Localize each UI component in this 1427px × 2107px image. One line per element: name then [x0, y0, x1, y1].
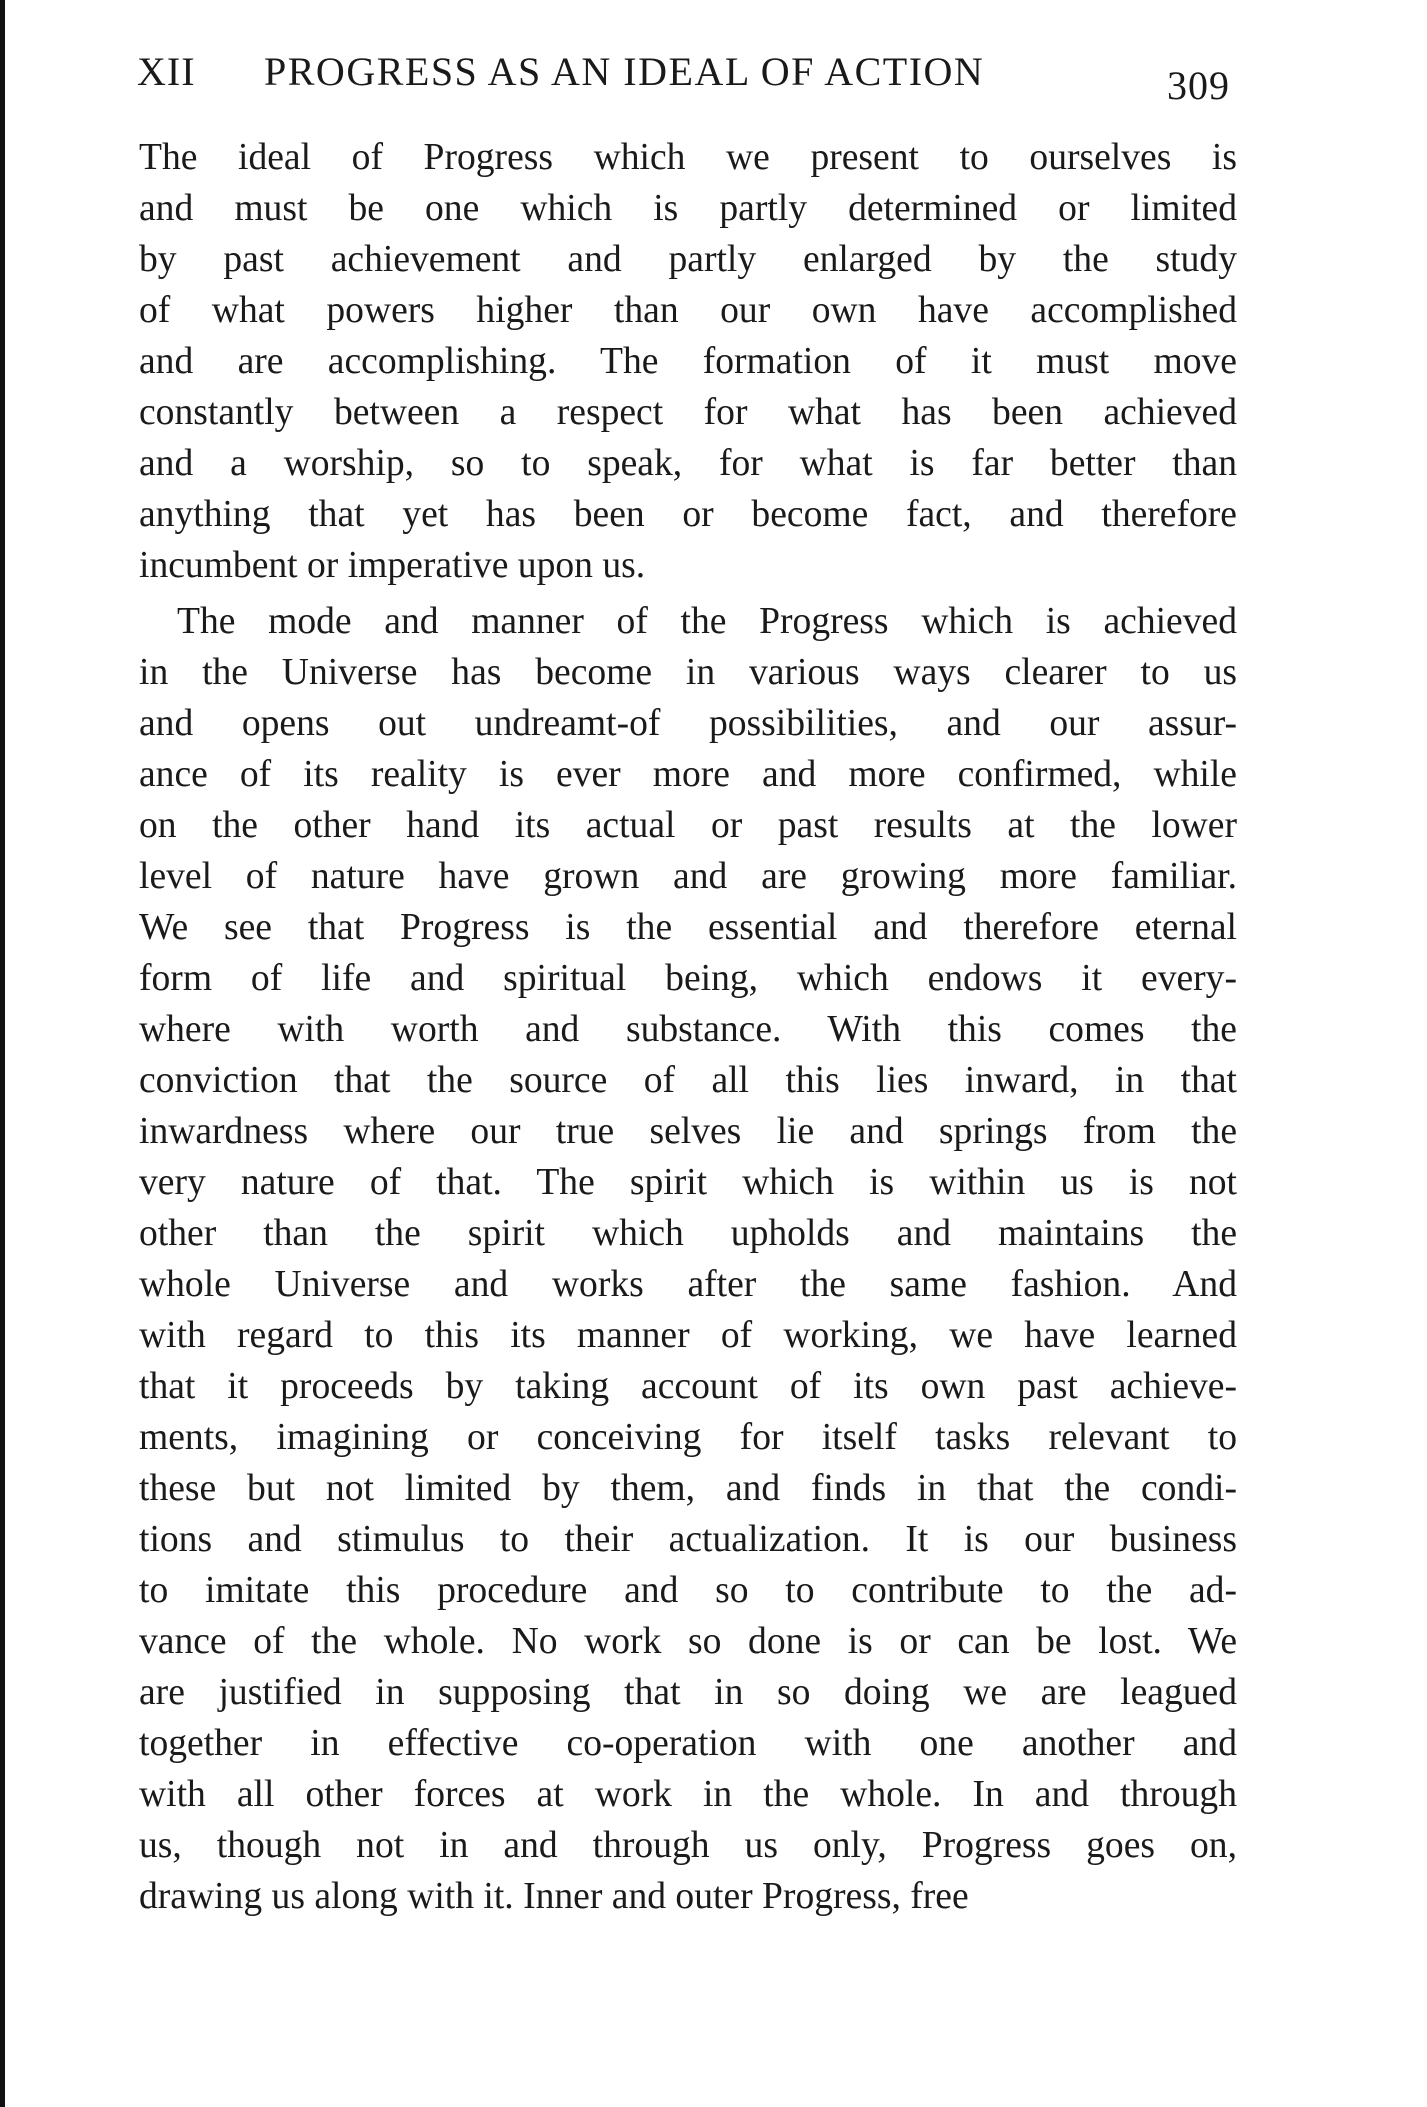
- text-line: tions and stimulus to their actualization. It is our business: [139, 1519, 1237, 1560]
- text-line: level of nature have grown and are growing more familiar.: [139, 856, 1237, 897]
- page-number: 309: [1167, 63, 1230, 108]
- text-line: to imitate this procedure and so to contribute to the ad-: [139, 1570, 1237, 1611]
- text-line: and a worship, so to speak, for what is far better than: [139, 443, 1237, 484]
- text-line: We see that Progress is the essential and therefore eternal: [139, 907, 1237, 948]
- text-line: other than the spirit which upholds and maintains the: [139, 1213, 1237, 1254]
- text-line: on the other hand its actual or past results at the lower: [139, 805, 1237, 846]
- text-line: ance of its reality is ever more and more confirmed, while: [139, 754, 1237, 795]
- text-line: that it proceeds by taking account of its own past achieve-: [139, 1366, 1237, 1407]
- text-line: are justified in supposing that in so doing we are leagued: [139, 1672, 1237, 1713]
- paragraph: [139, 132, 1237, 591]
- text-line: conviction that the source of all this lies inward, in that: [139, 1060, 1237, 1101]
- text-line: inwardness where our true selves lie and springs from the: [139, 1111, 1237, 1152]
- text-line: us, though not in and through us only, Progress goes on,: [139, 1825, 1237, 1866]
- text-line: constantly between a respect for what has been achieved: [139, 392, 1237, 433]
- text-line: together in effective co-operation with one another and: [139, 1723, 1237, 1764]
- running-title: PROGRESS AS AN IDEAL OF ACTION: [264, 49, 985, 94]
- text-line: of what powers higher than our own have accomplished: [139, 290, 1237, 331]
- paragraph: [139, 596, 1237, 1922]
- running-head: [137, 48, 1237, 108]
- page-edge-rule: [0, 0, 5, 2107]
- text-line: these but not limited by them, and finds in that the condi-: [139, 1468, 1237, 1509]
- text-line: with all other forces at work in the whole. In and through: [139, 1774, 1237, 1815]
- text-line: in the Universe has become in various ways clearer to us: [139, 652, 1237, 693]
- text-line: The ideal of Progress which we present to ourselves is: [139, 137, 1237, 178]
- text-line: The mode and manner of the Progress which is achieved: [177, 601, 1237, 642]
- text-line: and are accomplishing. The formation of it must move: [139, 341, 1237, 382]
- text-line: and opens out undreamt-of possibilities, and our assur-: [139, 703, 1237, 744]
- text-line: ments, imagining or conceiving for itself tasks relevant to: [139, 1417, 1237, 1458]
- text-line: and must be one which is partly determined or limited: [139, 188, 1237, 229]
- chapter-number: XII: [137, 49, 196, 94]
- text-line: with regard to this its manner of working, we have learned: [139, 1315, 1237, 1356]
- text-line: whole Universe and works after the same fashion. And: [139, 1264, 1237, 1305]
- text-line: form of life and spiritual being, which endows it every-: [139, 958, 1237, 999]
- text-line: by past achievement and partly enlarged by the study: [139, 239, 1237, 280]
- text-line: drawing us along with it. Inner and outer Progress, free: [139, 1876, 969, 1917]
- text-line: anything that yet has been or become fact, and therefore: [139, 494, 1237, 535]
- body-text: [139, 132, 1237, 1922]
- text-line: incumbent or imperative upon us.: [139, 545, 646, 586]
- text-line: very nature of that. The spirit which is within us is not: [139, 1162, 1237, 1203]
- text-line: vance of the whole. No work so done is or can be lost. We: [139, 1621, 1237, 1662]
- text-line: where with worth and substance. With this comes the: [139, 1009, 1237, 1050]
